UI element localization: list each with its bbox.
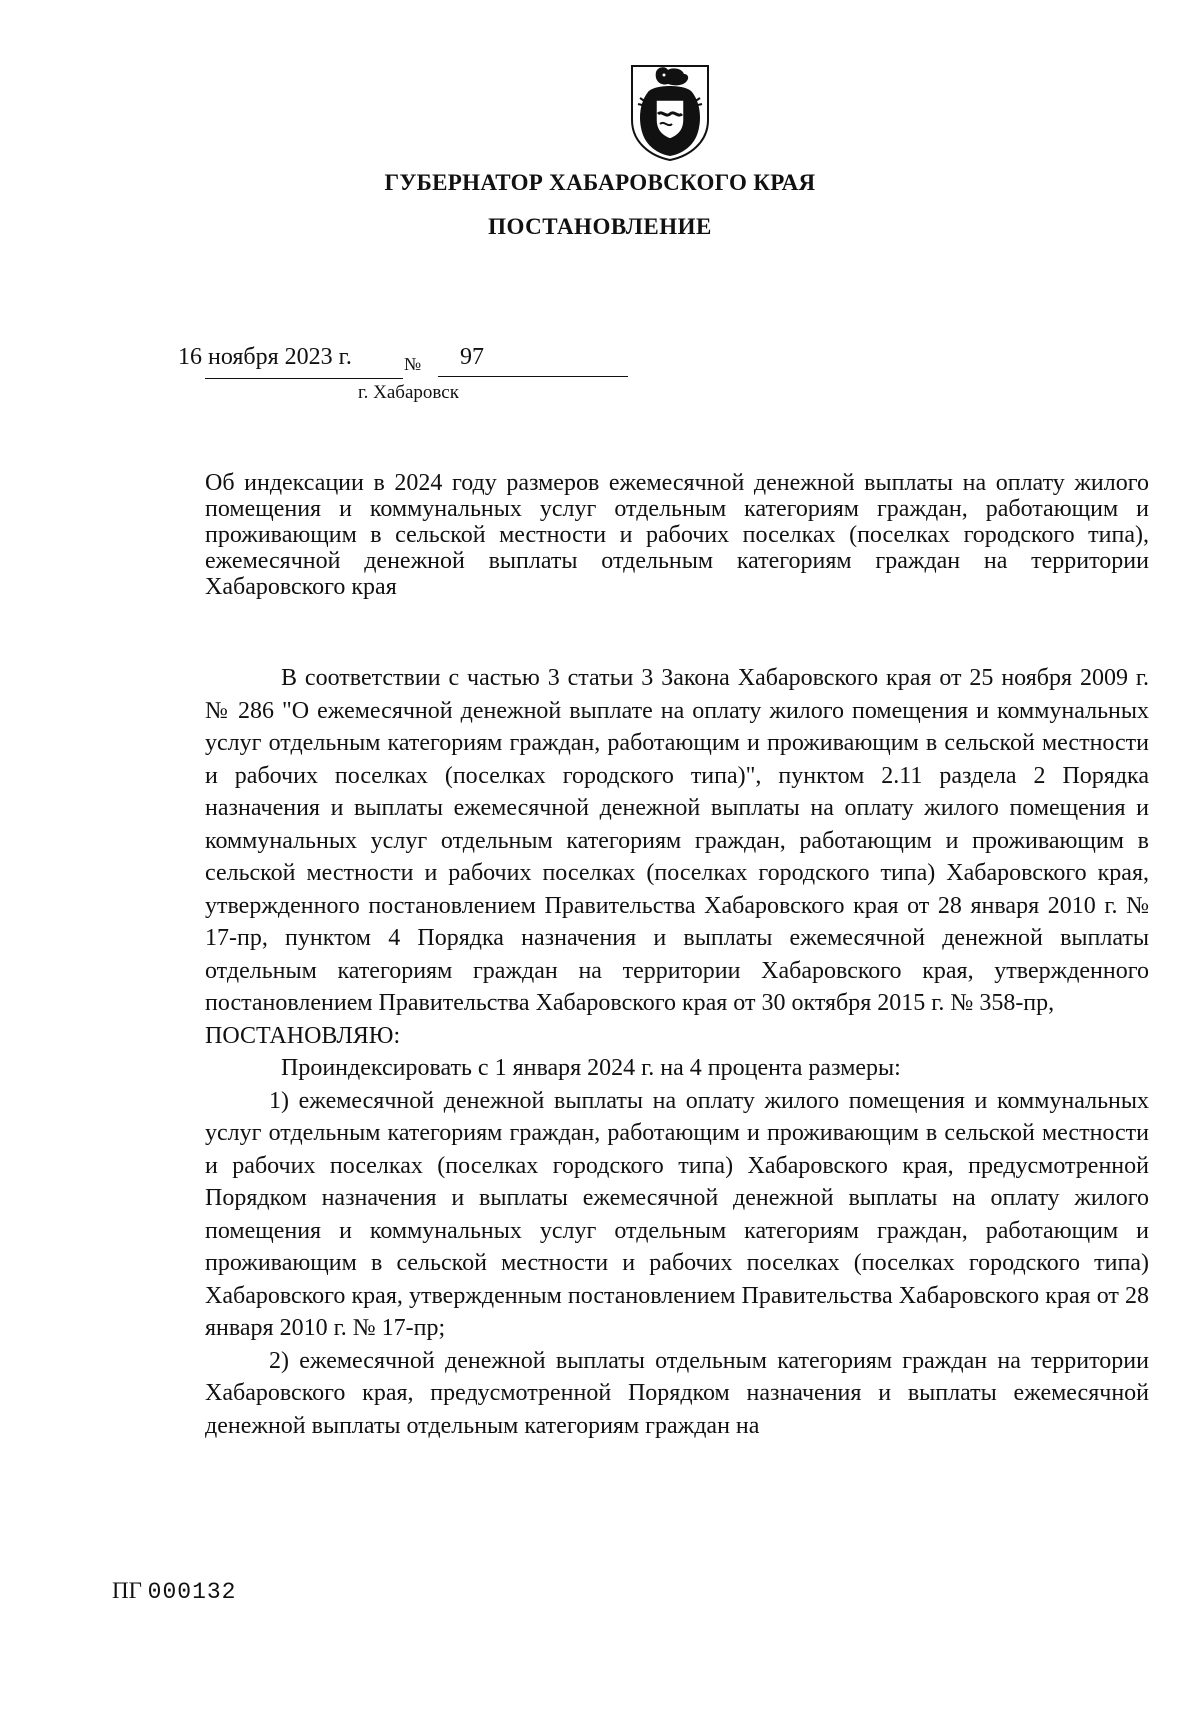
document-body	[205, 662, 1149, 1442]
number-underline	[438, 376, 628, 377]
coat-of-arms-icon	[628, 62, 712, 162]
intro-paragraph: Проиндексировать с 1 января 2024 г. на 4 процента размеры:	[281, 1055, 901, 1081]
city: г. Хабаровск	[358, 382, 459, 403]
date-underline	[205, 378, 403, 379]
item-1-paragraph: 1) ежемесячной денежной выплаты на оплату жилого помещения и коммунальных услуг отдельным категориям граждан, работающим и проживающим в сельской местности и рабочих поселках (поселках городского типа) Хабаровского края, предусмотренной Порядком назначения и выплаты ежемесячной денежной выплаты на оплату жилого помещения и коммунальных услуг отдельным категориям граждан, работающим и проживающим в сельской местности и рабочих поселках (поселках городского типа) Хабаровского края, утвержденным постановлением Правительства Хабаровского края от 28 января 2010 г. № 17-пр;	[205, 1087, 1149, 1341]
issuing-authority: ГУБЕРНАТОР ХАБАРОВСКОГО КРАЯ	[384, 170, 816, 195]
document-number: 97	[460, 344, 484, 370]
document-type: ПОСТАНОВЛЕНИЕ	[488, 214, 712, 239]
preamble-paragraph: В соответствии с частью 3 статьи 3 Закона Хабаровского края от 25 ноября 2009 г. № 286 "О ежемесячной денежной выплате на оплату жилого помещения и коммунальных услуг отдельным категориям граждан, работающим и проживающим в сельской местности и рабочих поселках (поселках городского типа)", пунктом 2.11 раздела 2 Порядка назначения и выплаты ежемесячной денежной выплаты на оплату жилого помещения и коммунальных услуг отдельным категориям граждан, работающим и проживающим в сельской местности и рабочих поселках (поселках городского типа) Хабаровского края, утвержденного постановлением Правительства Хабаровского края от 28 января 2010 г. № 17-пр, пунктом 4 Порядка назначения и выплаты ежемесячной денежной выплаты отдельным категориям граждан на территории Хабаровского края, утвержденного постановлением Правительства Хабаровского края от 30 октября 2015 г. № 358-пр,	[205, 665, 1149, 1016]
document-date: 16 ноября 2023 г.	[178, 344, 352, 370]
form-serial-code	[112, 1578, 237, 1605]
serial-prefix: ПГ	[112, 1578, 142, 1603]
decree-word: ПОСТАНОВЛЯЮ:	[205, 1022, 401, 1049]
serial-number: 000132	[147, 1579, 237, 1605]
document-subject: Об индексации в 2024 году размеров ежемесячной денежной выплаты на оплату жилого помещения и коммунальных услуг отдельным категориям граждан, работающим и проживающим в сельской местности и рабочих поселках (поселках городского типа), ежемесячной денежной выплаты отдельным категориям граждан на территории Хабаровского края	[205, 470, 1149, 600]
number-label: №	[404, 354, 422, 374]
item-2-paragraph: 2) ежемесячной денежной выплаты отдельным категориям граждан на территории Хабаровского края, предусмотренной Порядком назначения и выплаты ежемесячной денежной выплаты отдельным категориям граждан на	[205, 1347, 1149, 1439]
